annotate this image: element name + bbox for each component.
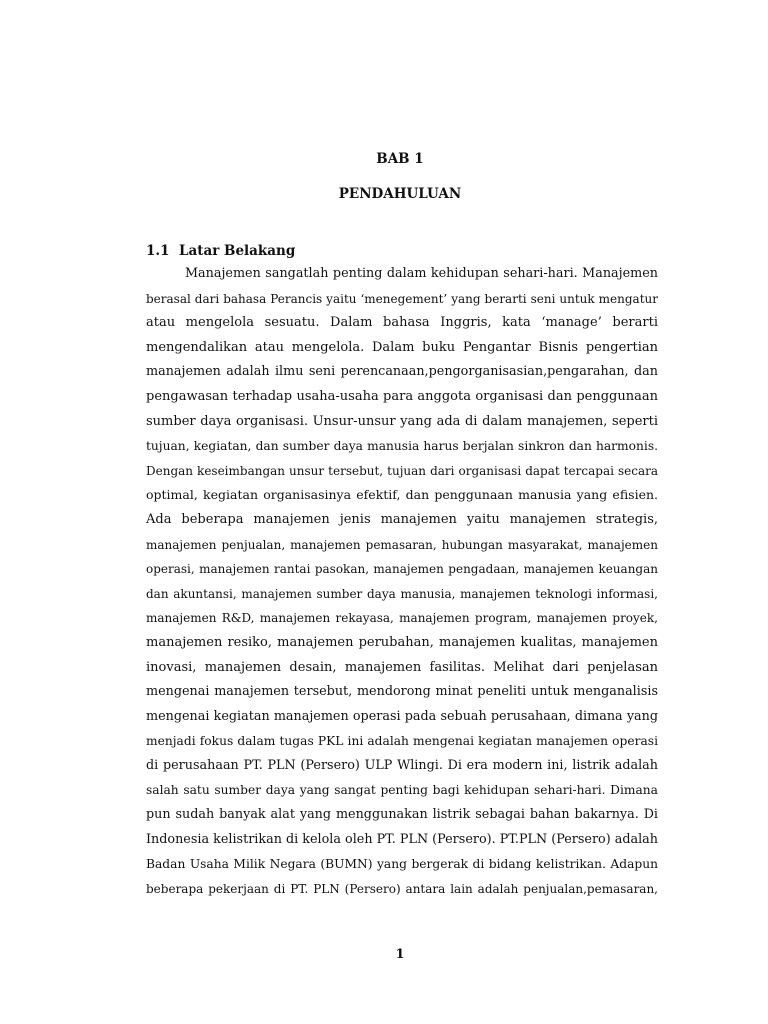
paragraph-line: Indonesia kelistrikan di kelola oleh PT. PLN (Persero). PT.PLN (Persero) adalah (146, 831, 658, 847)
paragraph-line: beberapa pekerjaan di PT. PLN (Persero) antara lain adalah penjualan,pemasaran, (146, 881, 658, 896)
paragraph-line: mengenai manajemen tersebut, mendorong minat peneliti untuk menganalisis (146, 684, 658, 700)
paragraph-line: manajemen adalah ilmu seni perencanaan,pengorganisasian,pengarahan, dan (146, 364, 658, 380)
paragraph-line: pengawasan terhadap usaha-usaha para anggota organisasi dan penggunaan (146, 388, 658, 404)
paragraph-line: Badan Usaha Milik Negara (BUMN) yang bergerak di bidang kelistrikan. Adapun (146, 857, 658, 872)
paragraph-line: manajemen penjualan, manajemen pemasaran, hubungan masyarakat, manajemen (146, 537, 658, 552)
paragraph-line: pun sudah banyak alat yang menggunakan listrik sebagai bahan bakarnya. Di (146, 807, 658, 823)
body-paragraph (146, 262, 658, 901)
paragraph-line: manajemen resiko, manajemen perubahan, manajemen kualitas, manajemen (146, 634, 658, 650)
paragraph-line: manajemen R&D, manajemen rekayasa, manajemen program, manajemen proyek, (146, 611, 658, 626)
paragraph-line: tujuan, kegiatan, dan sumber daya manusia harus berjalan sinkron dan harmonis. (146, 439, 658, 454)
paragraph-line: inovasi, manajemen desain, manajemen fasilitas. Melihat dari penjelasan (146, 659, 658, 675)
paragraph-line: optimal, kegiatan organisasinya efektif, dan penggunaan manusia yang efisien. (146, 487, 658, 503)
paragraph-line: operasi, manajemen rantai pasokan, manajemen pengadaan, manajemen keuangan (146, 562, 658, 577)
paragraph-line: atau mengelola sesuatu. Dalam bahasa Inggris, kata ‘manage’ berarti (146, 315, 658, 331)
chapter-title: PENDAHULUAN (338, 186, 462, 202)
paragraph-line: mengendalikan atau mengelola. Dalam buku Pengantar Bisnis pengertian (146, 339, 658, 355)
section-title: Latar Belakang (179, 243, 296, 259)
paragraph-line: sumber daya organisasi. Unsur-unsur yang ada di dalam manajemen, seperti (146, 413, 658, 429)
paragraph-line: mengenai kegiatan manajemen operasi pada sebuah perusahaan, dimana yang (146, 708, 658, 724)
section-heading (146, 243, 295, 259)
paragraph-line: menjadi fokus dalam tugas PKL ini adalah mengenai kegiatan manajemen operasi (146, 734, 658, 749)
paragraph-line: berasal dari bahasa Perancis yaitu ‘menegement’ yang berarti seni untuk mengatur (146, 291, 658, 306)
paragraph-line: salah satu sumber daya yang sangat penting bagi kehidupan sehari-hari. Dimana (146, 783, 658, 798)
section-number: 1.1 (146, 243, 170, 259)
paragraph-line: Manajemen sangatlah penting dalam kehidupan sehari-hari. Manajemen (185, 266, 658, 281)
chapter-number: BAB 1 (376, 151, 424, 167)
page-number: 1 (395, 947, 405, 962)
paragraph-line: Ada beberapa manajemen jenis manajemen yaitu manajemen strategis, (146, 511, 658, 527)
paragraph-line: dan akuntansi, manajemen sumber daya manusia, manajemen teknologi informasi, (146, 586, 658, 601)
paragraph-line: Dengan keseimbangan unsur tersebut, tujuan dari organisasi dapat tercapai secara (146, 463, 658, 478)
paragraph-line: di perusahaan PT. PLN (Persero) ULP Wlingi. Di era modern ini, listrik adalah (146, 757, 658, 773)
